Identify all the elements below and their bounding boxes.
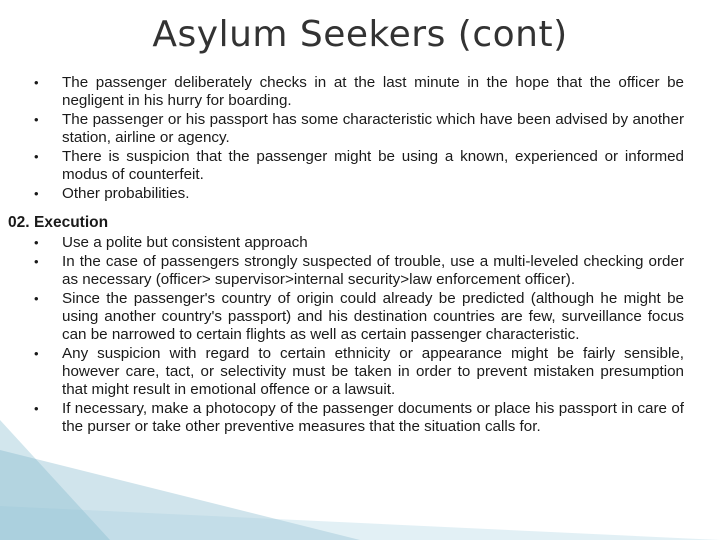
bullet-icon: • [34,186,39,201]
bullet-item [8,400,712,436]
bullet-text: Since the passenger's country of origin could already be predicted (although he might be using another country's passport) and his destination countries are few, surveillance focus can be narrowed to certain flights as well as certain passenger characteristic. [62,290,684,343]
bullet-text: If necessary, make a photocopy of the passenger documents or place his passport in care of the purser or take other preventive measures that the situation calls for. [62,400,684,435]
slide-title: Asylum Seekers (cont) [152,14,568,55]
section-heading [8,214,712,232]
bullet-icon: • [34,149,39,164]
bullet-text: Other probabilities. [62,185,190,202]
document-text [8,74,712,436]
bullet-text: The passenger or his passport has some characteristic which have been advised by another station, airline or agency. [62,111,684,146]
section-label: Execution [34,214,109,231]
bullet-item [8,345,712,399]
bullet-item [8,74,712,110]
bullet-icon: • [34,254,39,269]
bullet-icon: • [34,291,39,306]
footer-decoration-corner [0,420,110,540]
bullet-text: Use a polite but consistent approach [62,234,308,251]
bullet-icon: • [34,75,39,90]
bullet-text: In the case of passengers strongly suspected of trouble, use a multi-leveled checking order as necessary (officer> supervisor>internal security>law enforcement officer). [62,253,684,288]
execution-list [8,234,712,436]
bullet-item [8,148,712,184]
bullet-icon: • [34,235,39,250]
section-number: 02. [8,214,30,231]
bullet-icon: • [34,112,39,127]
bullet-icon: • [34,346,39,361]
bullet-item [8,234,712,252]
bullet-text: The passenger deliberately checks in at the last minute in the hope that the officer be negligent in his hurry for boarding. [62,74,684,109]
intro-list [8,74,712,203]
bullet-item [8,185,712,203]
bullet-icon: • [34,401,39,416]
bullet-text: There is suspicion that the passenger might be using a known, experienced or informed modus of counterfeit. [62,148,684,183]
bullet-item [8,111,712,147]
bullet-text: Any suspicion with regard to certain ethnicity or appearance might be fairly sensible, however care, tact, or selectivity must be taken in order to prevent mistaken presumption that might result in emotional offence or a lawsuit. [62,345,684,398]
bullet-item [8,253,712,289]
bullet-item [8,290,712,344]
